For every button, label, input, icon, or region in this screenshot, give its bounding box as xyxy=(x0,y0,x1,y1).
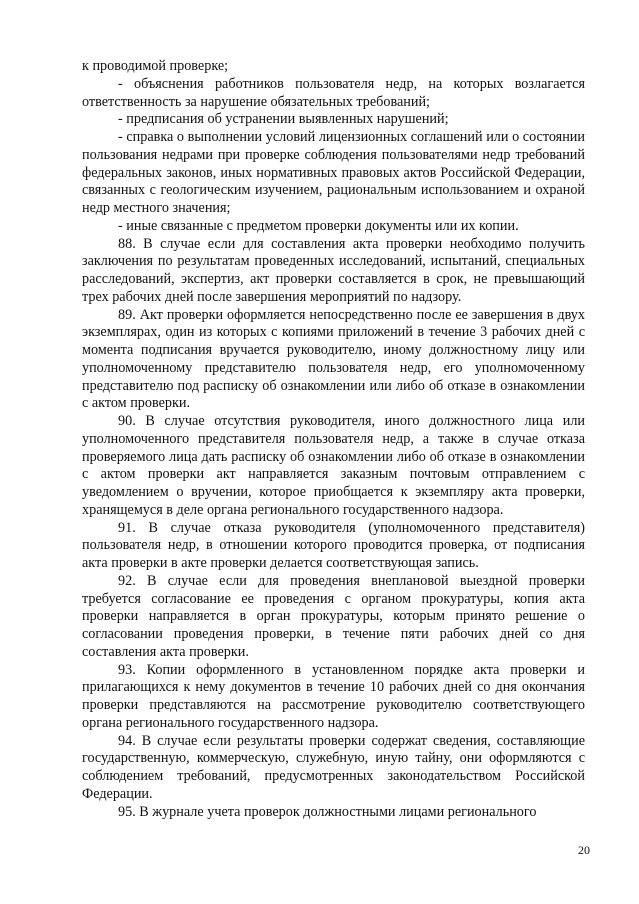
clause-89: 89. Акт проверки оформляется непосредственно после ее завершения в двух экземплярах, один из которых с копиями приложений в течение 3 рабочих дней с момента подписания вручается руководителю, иному должностному лицу или уполномоченному представителю пользователя недр, его уполномоченному представителю под расписку об ознакомлении или либо об отказе в ознакомлении с актом проверки. xyxy=(82,306,585,412)
clause-91: 91. В случае отказа руководителя (уполномоченного представителя) пользователя недр, в отношении которого проводится проверка, от подписания акта проверки в акте проверки делается соответствующая запись. xyxy=(82,519,585,571)
page-number: 20 xyxy=(578,843,590,857)
clause-95: 95. В журнале учета проверок должностными лицами регионального xyxy=(118,803,537,820)
clause-90: 90. В случае отсутствия руководителя, иного должностного лица или уполномоченного представителя пользователя недр, а также в случае отказа проверяемого лица дать расписку об ознакомлении либо об отказе в ознакомлении с актом проверки акт направляется заказным почтовым отправлением с уведомлением о вручении, которое приобщается к экземпляру акта проверки, хранящемуся в деле органа регионального государственного надзора. xyxy=(82,413,585,518)
body-text xyxy=(82,58,585,821)
clause-92: 92. В случае если для проведения внеплановой выездной проверки требуется согласование ее проведения с органом прокуратуры, копия акта проверки направляется в орган прокуратуры, которым принято решение о согласовании проведения проверки, в течение пяти рабочих дней со дня составления акта проверки. xyxy=(82,572,585,660)
paragraph-continuation: к проводимой проверке; xyxy=(82,58,229,74)
list-item-orders: - предписания об устранении выявленных нарушений; xyxy=(118,111,449,128)
list-item-license-certificate: - справка о выполнении условий лицензионных соглашений или о состоянии пользования недрами при проверке соблюдения пользователями недр требований федеральных законов, иных нормативных правовых актов Российской Федерации, связанных с геологическим изучением, рациональным использованием и охраной недр местного значения; xyxy=(82,129,585,216)
clause-93: 93. Копии оформленного в установленном порядке акта проверки и прилагающихся к нему документов в течение 10 рабочих дней со дня окончания проверки представляются на рассмотрение руководителю соответствующего органа регионального государственного надзора. xyxy=(82,661,585,731)
list-item-explanations: - объяснения работников пользователя недр, на которых возлагается ответственность за нарушение обязательных требований; xyxy=(82,75,585,110)
clause-88: 88. В случае если для составления акта проверки необходимо получить заключения по результатам проведенных исследований, испытаний, специальных расследований, экспертиз, акт проверки составляется в срок, не превышающий трех рабочих дней после завершения мероприятий по надзору. xyxy=(82,235,585,305)
list-item-other-documents: - иные связанные с предметом проверки документы или их копии. xyxy=(118,217,519,234)
clause-94: 94. В случае если результаты проверки содержат сведения, составляющие государственную, коммерческую, служебную, иную тайну, они оформляются с соблюдением требований, предусмотренных законодательством Российской Федерации. xyxy=(82,732,585,802)
